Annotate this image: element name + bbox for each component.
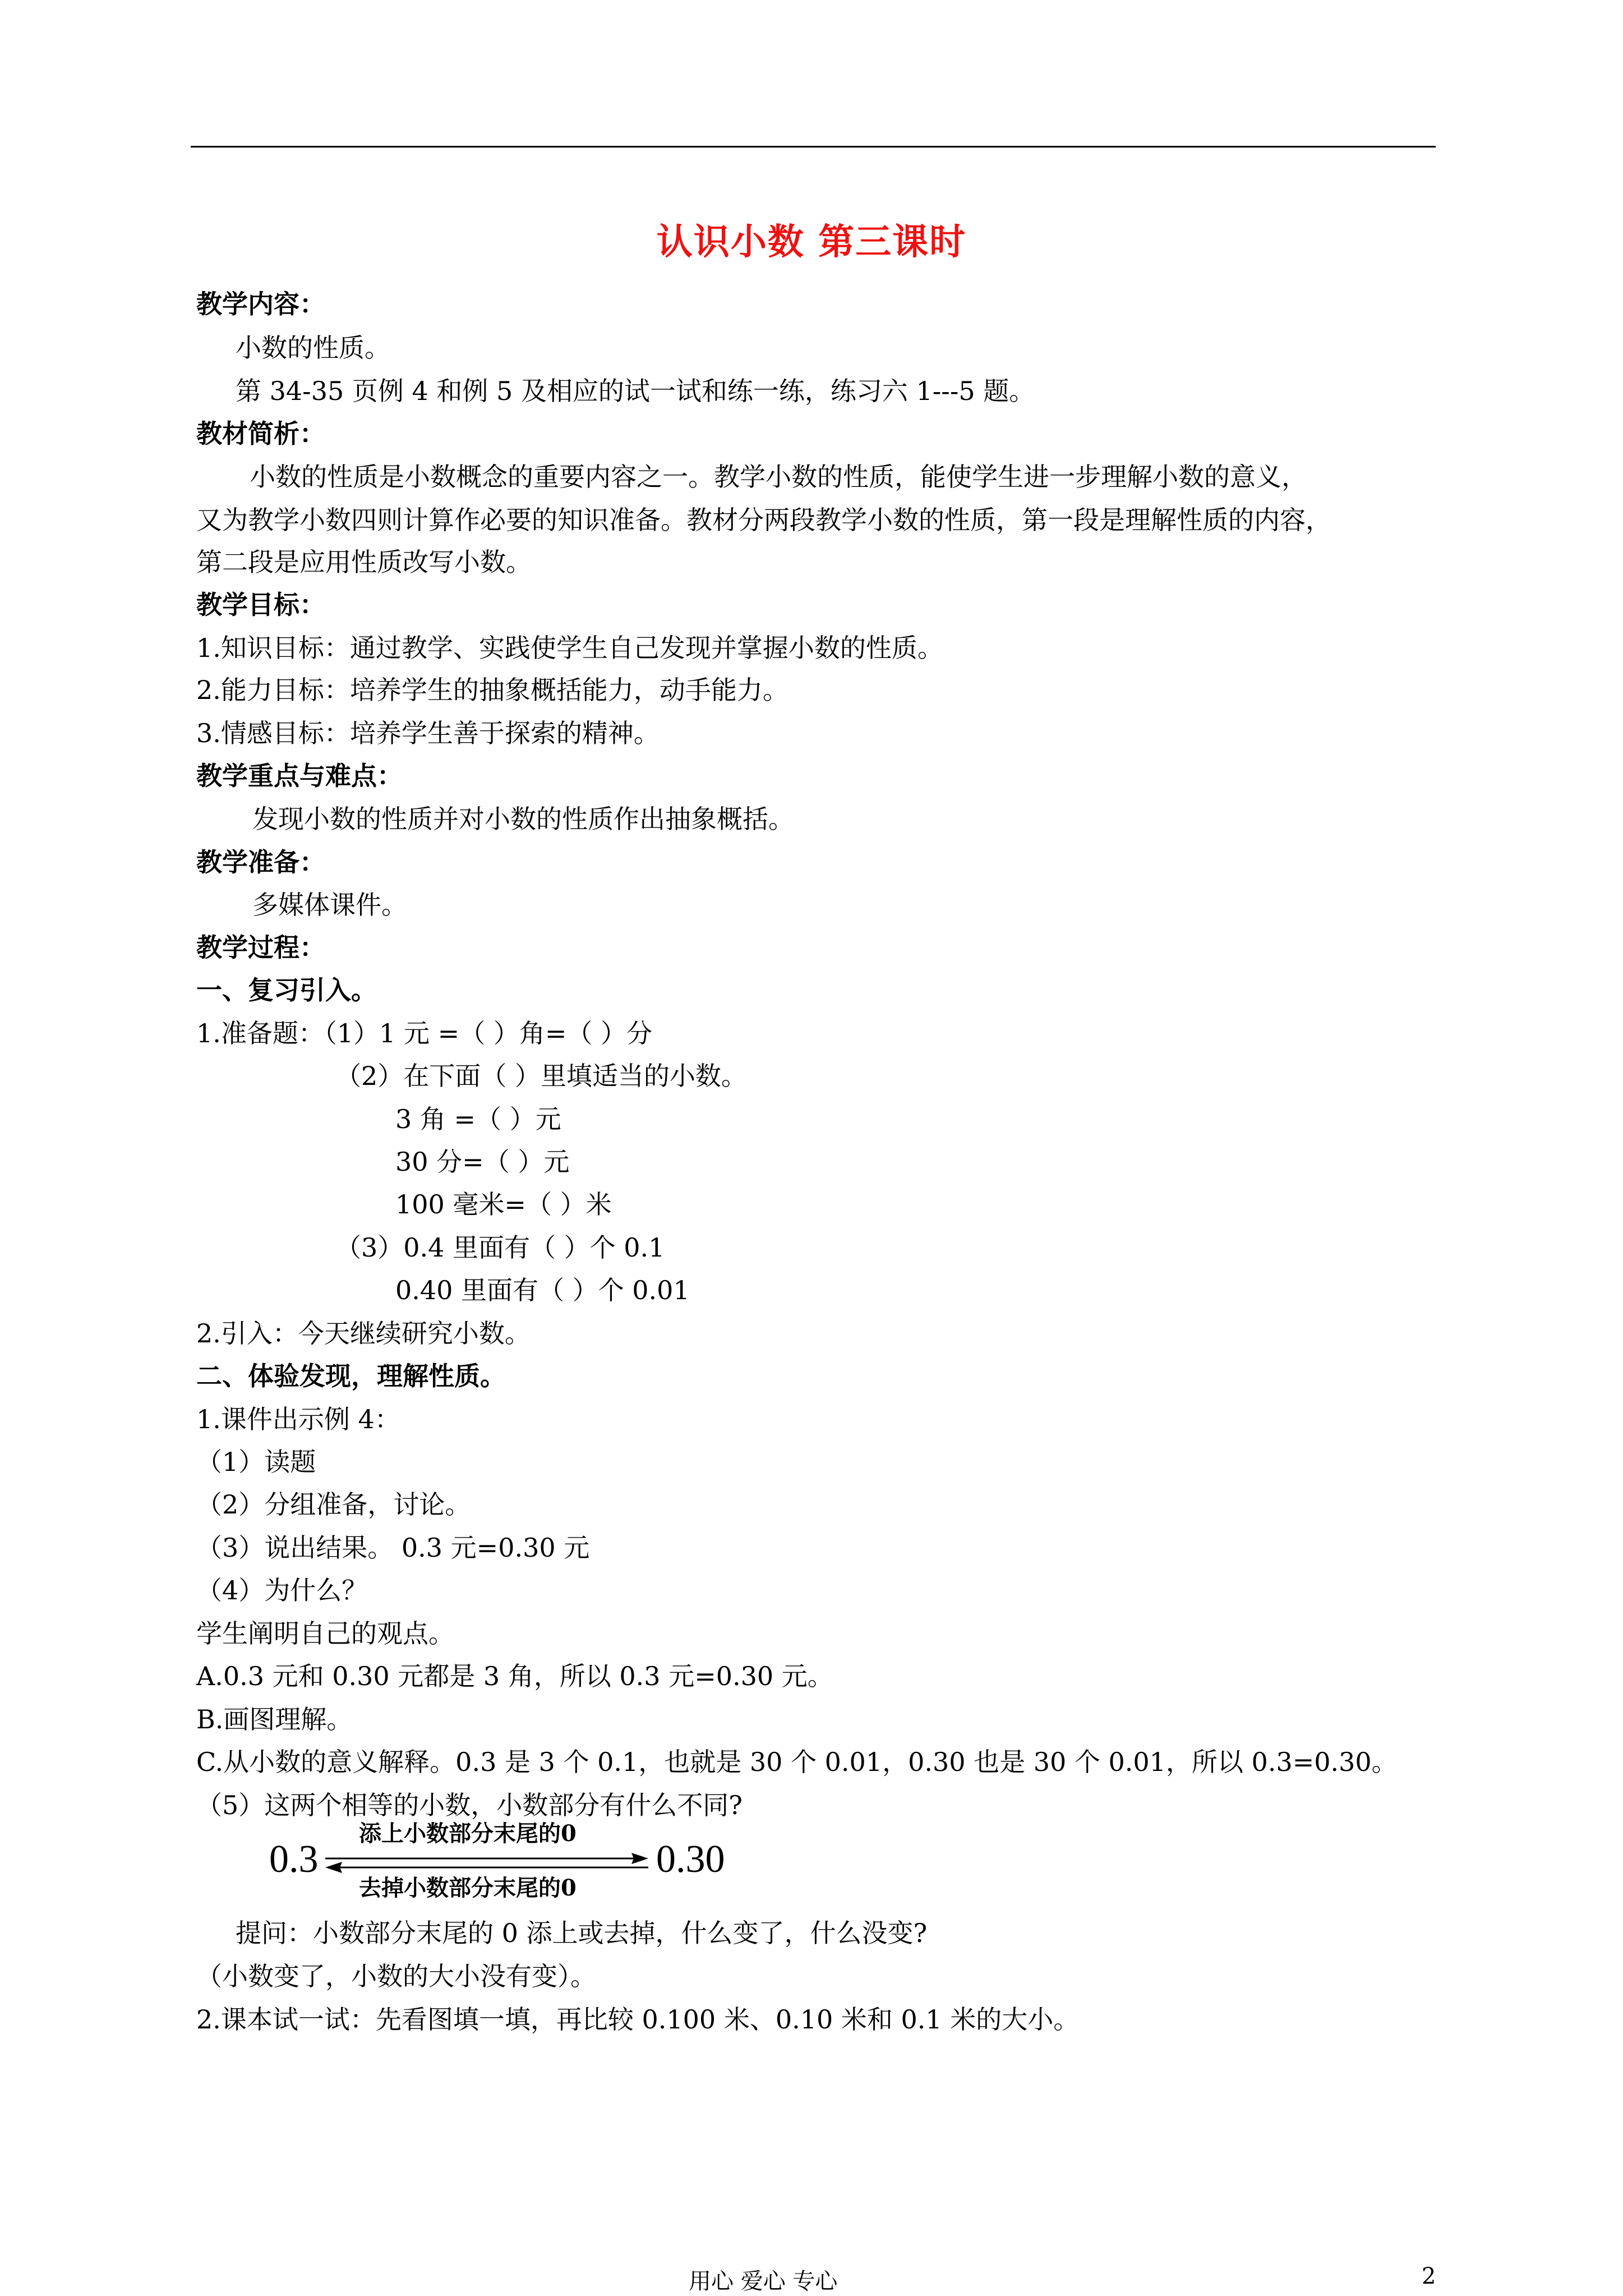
- footer-motto: 用心 爱心 专心: [689, 2269, 838, 2294]
- example-line-5: （4）为什么？: [196, 1575, 368, 1605]
- page-title: 认识小数 第三课时: [656, 221, 967, 263]
- example-line-9: C.从小数的意义解释。0.3 是 3 个 0.1，也就是 30 个 0.01，0.30 也是 30 个 0.01，所以 0.3=0.30。: [196, 1747, 1398, 1777]
- diagram-arrows: [324, 1848, 649, 1876]
- example-line-8: B.画图理解。: [196, 1704, 353, 1734]
- page-number: 2: [1422, 2263, 1436, 2289]
- analysis-line-2: 又为教学小数四则计算作必要的知识准备。教材分两段教学小数的性质，第一段是理解性质的内容，: [196, 505, 1331, 535]
- example-line-1: 1.课件出示例 4：: [196, 1404, 400, 1434]
- prep-question-5: 100 毫米=（ ）米: [395, 1189, 612, 1220]
- prep-question-2: （2）在下面（ ）里填适当的小数。: [335, 1061, 747, 1091]
- diagram-right-number: 0.30: [656, 1838, 725, 1881]
- prep-question-6: （3）0.4 里面有（ ）个 0.1: [335, 1232, 665, 1263]
- goal-emotion: 3.情感目标：培养学生善于探索的精神。: [196, 718, 660, 748]
- step-heading-review: 一、复习引入。: [196, 975, 377, 1005]
- header-rule: [191, 146, 1436, 148]
- try-it-line: 2.课本试一试：先看图填一填，再比较 0.100 米、0.10 米和 0.1 米的大小。: [196, 2004, 1080, 2035]
- example-line-4: （3）说出结果。 0.3 元=0.30 元: [196, 1533, 590, 1563]
- example-line-2: （1）读题: [196, 1447, 316, 1477]
- content-paragraph-2: 第 34-35 页例 4 和例 5 及相应的试一试和练一练，练习六 1---5 题。: [236, 376, 1035, 406]
- prep-question-4: 30 分=（ ）元: [395, 1147, 570, 1177]
- diagram-left-number: 0.3: [269, 1838, 319, 1881]
- analysis-line-3: 第二段是应用性质改写小数。: [196, 547, 532, 577]
- prep-question-3: 3 角 =（ ）元: [395, 1104, 561, 1134]
- analysis-line-1: 小数的性质是小数概念的重要内容之一。教学小数的性质，能使学生进一步理解小数的意义，: [250, 462, 1307, 492]
- section-heading-process: 教学过程：: [196, 932, 325, 963]
- example-line-7: A.0.3 元和 0.30 元都是 3 角，所以 0.3 元=0.30 元。: [196, 1661, 833, 1691]
- content-paragraph-1: 小数的性质。: [236, 333, 390, 363]
- section-heading-content: 教学内容：: [196, 289, 325, 319]
- decimal-property-diagram: [264, 1818, 757, 1907]
- section-heading-goals: 教学目标：: [196, 590, 325, 620]
- answer-line: （小数变了，小数的大小没有变）。: [196, 1961, 596, 1991]
- diagram-bottom-label: 去掉小数部分末尾的0: [359, 1875, 577, 1901]
- goal-knowledge: 1.知识目标：通过教学、实践使学生自己发现并掌握小数的性质。: [196, 633, 943, 663]
- prep-question-1: 1.准备题：（1）1 元 =（ ）角=（ ）分: [196, 1018, 652, 1048]
- diagram-top-label: 添上小数部分末尾的0: [359, 1820, 577, 1847]
- intro-line: 2.引入：今天继续研究小数。: [196, 1318, 531, 1349]
- section-heading-analysis: 教材简析：: [196, 418, 325, 449]
- prep-question-7: 0.40 里面有（ ）个 0.01: [395, 1275, 690, 1305]
- example-line-10: （5）这两个相等的小数，小数部分有什么不同?: [196, 1790, 743, 1820]
- section-heading-prep: 教学准备：: [196, 847, 325, 877]
- arrow-left-head: [325, 1862, 342, 1873]
- goal-ability: 2.能力目标：培养学生的抽象概括能力，动手能力。: [196, 675, 789, 705]
- step-heading-discover: 二、体验发现，理解性质。: [196, 1361, 506, 1391]
- example-line-3: （2）分组准备，讨论。: [196, 1489, 471, 1520]
- key-paragraph: 发现小数的性质并对小数的性质作出抽象概括。: [252, 804, 794, 834]
- question-line: 提问：小数部分末尾的 0 添上或去掉，什么变了，什么没变?: [236, 1918, 928, 1948]
- prep-paragraph: 多媒体课件。: [252, 890, 407, 920]
- example-line-6: 学生阐明自己的观点。: [196, 1618, 454, 1649]
- section-heading-key: 教学重点与难点：: [196, 761, 403, 791]
- arrow-right-head: [631, 1853, 648, 1864]
